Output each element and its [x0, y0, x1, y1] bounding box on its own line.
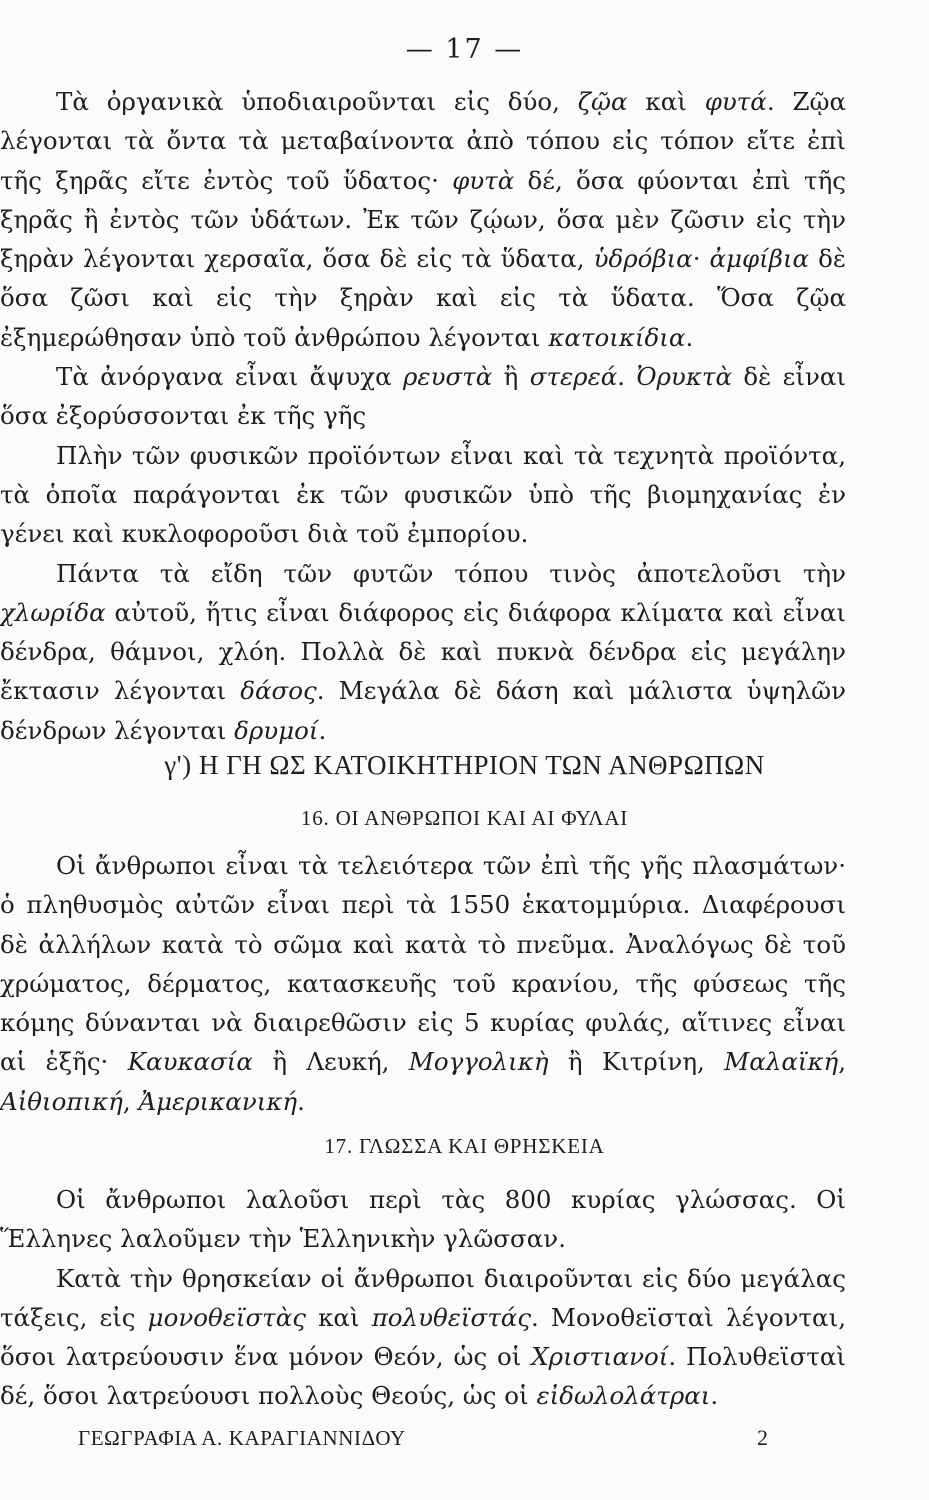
- italic-term: φυτὰ: [452, 165, 515, 195]
- paragraph-religions: [0, 1259, 846, 1416]
- text-run: .: [710, 1381, 719, 1411]
- text-run: ἢ Κιτρίνη,: [548, 1047, 725, 1077]
- footer-book-title: ΓΕΩΓΡΑΦΙΑ Α. ΚΑΡΑΓΙΑΝΝΙΔΟΥ: [78, 1426, 406, 1450]
- italic-term: πολυθεϊστάς: [371, 1302, 532, 1332]
- text-run: αὐτοῦ, ἥτις εἶναι διάφορος εἰς διάφορα κλίματα καὶ εἶναι δένδρα, θάμνοι, χλόη. Πολλὰ δὲ καὶ πυκνὰ δένδρα εἰς μεγάλην ἔκτασιν λέγονται: [0, 597, 846, 706]
- italic-term: χλωρίδα: [0, 597, 106, 627]
- italic-term: Μογγολικὴ: [408, 1047, 549, 1077]
- text-run: ἢ: [492, 362, 530, 392]
- italic-term: ἀμφίβια: [709, 244, 810, 274]
- italic-term: μονοθεϊστὰς: [147, 1302, 307, 1332]
- text-run: Οἱ ἄνθρωποι λαλοῦσι περὶ τὰς 800 κυρίας γλώσσας. Οἱ Ἕλληνες λαλοῦμεν τὴν Ἑλληνικὴν γλῶσσαν.: [0, 1185, 846, 1254]
- text-run: Κατὰ τὴν θρησκείαν οἱ ἄνθρωποι διαιροῦνται εἰς δύο μεγάλας τάξεις, εἰς: [0, 1263, 846, 1332]
- text-run: Τὰ ὀργανικὰ ὑποδιαιροῦνται εἰς δύο,: [56, 87, 578, 116]
- text-run: ·: [692, 244, 710, 274]
- italic-term: ρευστὰ: [403, 362, 493, 392]
- text-run: Πάντα τὰ εἴδη τῶν φυτῶν τόπου τινὸς ἀποτελοῦσι τὴν: [56, 558, 846, 588]
- section17-text-block: [0, 1180, 846, 1416]
- text-run: δέ, ὅσα φύονται ἐπὶ τῆς ξηρᾶς ἢ ἐντὸς τῶν ὑδάτων. Ἐκ τῶν ζῴων, ὅσα μὲν ζῶσιν εἰς τὴν ξηρὰν λέγονται χερσαῖα, ὅσα δὲ εἰς τὰ ὕδατα,: [0, 165, 846, 274]
- italic-term: φυτά: [704, 87, 767, 116]
- italic-term: δάσος: [240, 676, 317, 706]
- italic-term: στερεά: [529, 362, 618, 392]
- italic-term: ὑδρόβια: [593, 244, 693, 274]
- text-run: καὶ: [306, 1302, 372, 1332]
- text-run: ,: [122, 1086, 139, 1116]
- italic-term: ζῷα: [577, 87, 628, 116]
- italic-term: εἰδωλολάτραι: [536, 1381, 711, 1411]
- sheet-signature-number: 2: [757, 1425, 768, 1450]
- paragraph-organic-beings: [0, 82, 846, 357]
- text-run: .: [685, 322, 694, 352]
- subsection-heading-humans-races: 16. ΟΙ ΑΝΘΡΩΠΟΙ ΚΑΙ ΑΙ ΦΥΛΑΙ: [300, 806, 629, 830]
- paragraph-inorganic: [0, 357, 846, 436]
- text-run: Τὰ ἀνόργανα εἶναι ἄψυχα: [56, 362, 404, 392]
- italic-term: κατοικίδια: [548, 322, 686, 352]
- text-run: . Μεγάλα δὲ δάση καὶ μάλιστα ὑψηλῶν δένδρων λέγονται: [0, 676, 846, 745]
- italic-term: Ἀμερικανική: [138, 1086, 298, 1116]
- text-run: . Ζῷα λέγονται τὰ ὄντα τὰ μεταβαίνοντα ἀπὸ τόπου εἰς τόπον εἴτε ἐπὶ τῆς ξηρᾶς εἴτε ἐντὸς τοῦ ὕδατος·: [0, 87, 847, 195]
- text-run: .: [617, 362, 637, 392]
- text-run: Οἱ ἄνθρωποι εἶναι τὰ τελειότερα τῶν ἐπὶ τῆς γῆς πλασμάτων· ὁ πληθυσμὸς αὐτῶν εἶναι περὶ τὰ 1550 ἑκατομμύρια. Διαφέρουσι δὲ ἀλλήλων κατὰ τὸ σῶμα καὶ κατὰ τὸ πνεῦμα. Ἀναλόγως δὲ τοῦ χρώματος, δέρματος, κατασκευῆς τοῦ κρανίου, τῆς φύσεως τῆς κόμης δύνανται νὰ διαιρεθῶσιν εἰς 5 κυρίας φυλάς, αἵτινες εἶναι αἱ ἑξῆς·: [0, 851, 846, 1077]
- section-heading-earth-as-dwelling: γ') Η ΓΗ ΩΣ ΚΑΤΟΙΚΗΤΗΡΙΟΝ ΤΩΝ ΑΝΘΡΩΠΩΝ: [164, 750, 765, 780]
- italic-term: Καυκασία: [127, 1047, 253, 1077]
- text-run: ἢ Λευκή,: [252, 1047, 409, 1077]
- italic-term: Μαλαϊκή: [724, 1047, 839, 1077]
- text-run: δὲ εἶναι ὅσα ἐξορύσσονται ἐκ τῆς γῆς: [0, 362, 846, 431]
- text-run: .: [318, 715, 327, 745]
- paragraph-flora: [0, 554, 846, 750]
- section16-text-block: [0, 846, 846, 1121]
- paragraph-languages: [0, 1180, 846, 1259]
- subsection-heading-language-religion: 17. ΓΛΩΣΣΑ ΚΑΙ ΘΡΗΣΚΕΙΑ: [324, 1134, 605, 1158]
- italic-term: Χριστιανοί: [531, 1342, 669, 1372]
- text-run: Πλὴν τῶν φυσικῶν προϊόντων εἶναι καὶ τὰ τεχνητὰ προϊόντα, τὰ ὁποῖα παράγονται ἐκ τῶν φυσικῶν ὑπὸ τῆς βιομηχανίας ἐν γένει καὶ κυκλοφοροῦσι διὰ τοῦ ἐμπορίου.: [0, 440, 846, 549]
- paragraph-artificial-products: [0, 436, 846, 554]
- text-run: .: [297, 1086, 305, 1116]
- text-run: ,: [838, 1047, 847, 1077]
- text-run: . Πολυθεϊσταὶ δέ, ὅσοι λατρεύουσι πολλοὺς Θεούς, ὡς οἱ: [0, 1342, 846, 1411]
- text-run: καὶ: [627, 87, 705, 116]
- page-number: — 17 —: [405, 34, 524, 65]
- paragraph-human-races: [0, 846, 846, 1121]
- italic-term: Αἰθιοπική: [0, 1086, 123, 1116]
- text-run: . Μονοθεϊσταὶ λέγονται, ὅσοι λατρεύουσιν ἕνα μόνον Θεόν, ὡς οἱ: [0, 1302, 846, 1372]
- text-run: δὲ ὅσα ζῶσι καὶ εἰς τὴν ξηρὰν καὶ εἰς τὰ ὕδατα. Ὅσα ζῷα ἐξημερώθησαν ὑπὸ τοῦ ἀνθρώπου λέγονται: [0, 244, 847, 352]
- italic-term: Ὀρυκτὰ: [636, 362, 732, 392]
- opening-text-block: [0, 82, 846, 750]
- italic-term: δρυμοί: [234, 715, 319, 745]
